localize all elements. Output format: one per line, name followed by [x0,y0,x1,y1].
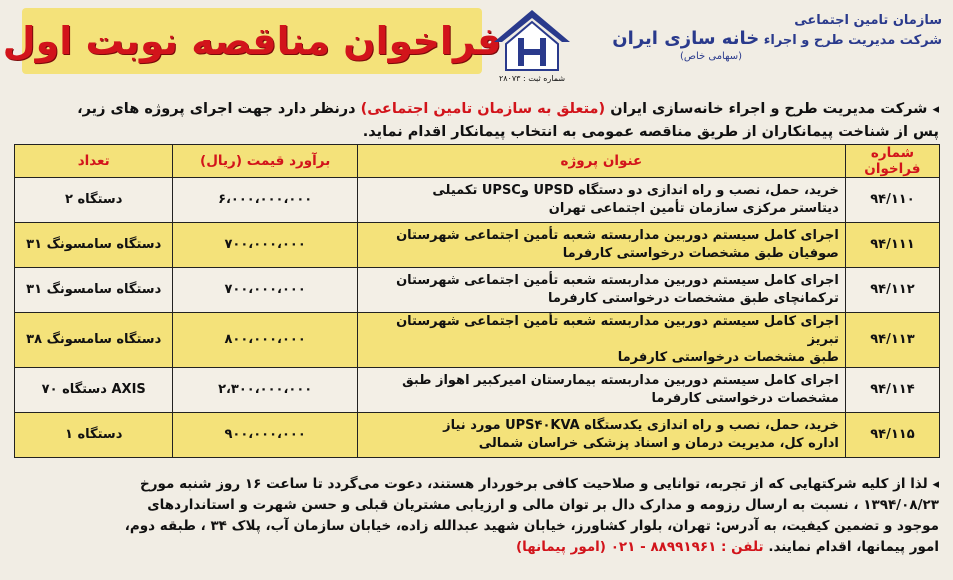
row-title-line: خرید، حمل، نصب و راه اندازی یکدستگاه UPS۴۰KVA مورد نیاز [443,418,839,433]
row-title [357,368,845,413]
company-logo [486,8,578,86]
footer-line-4 [14,537,939,558]
row-count: ۷۰ دستگاه AXIS [15,368,173,413]
row-number: ۹۴/۱۱۴ [845,368,939,413]
contact-phone: تلفن : ۸۸۹۹۱۹۶۱ - ۰۲۱ (امور پیمانها) [515,539,764,555]
org-parent: سازمان تامین اجتماعی [794,13,942,28]
table-header-row [15,145,940,178]
row-title-line: اجرای کامل سیستم دوربین مداربسته شعبه تأمین اجتماعی شهرستان تبریز [396,314,839,347]
row-title-line: اجرای کامل سیستم دوربین مداربسته شعبه تأمین اجتماعی شهرستان [396,273,839,288]
row-count: ۳۱ دستگاه سامسونگ [15,268,173,313]
intro-highlight: (متعلق به سازمان تامین اجتماعی) [360,101,606,117]
table-row [15,178,940,223]
row-title-line: اداره کل، مدیریت درمان و اسناد پزشکی خراسان شمالی [478,436,839,451]
org-note: (سهامی خاص) [679,51,742,62]
row-count: ۳۱ دستگاه سامسونگ [15,223,173,268]
intro-part-2: درنظر دارد جهت اجرای پروژه های زیر، [77,101,356,117]
row-title-line: ترکمانچای طبق مشخصات درخواستی کارفرما [548,291,839,306]
header [0,0,953,96]
row-number: ۹۴/۱۱۰ [845,178,939,223]
row-number: ۹۴/۱۱۱ [845,223,939,268]
table-row [15,268,940,313]
footer-line-2: ۱۳۹۴/۰۸/۲۳ ، نسبت به ارسال رزومه و مدارک دال بر توان مالی و ارزیابی مشتریان قبلی و حسن شهرت و استانداردهای [147,497,939,513]
row-price: ۷۰۰،۰۰۰،۰۰۰ [173,268,357,313]
header-title: عنوان پروژه [357,145,845,178]
footer-line-1-text: لذا از کلیه شرکتهایی که از تجربه، توانایی و صلاحیت کافی برخوردار هستند، دعوت می‌گردد تا ساعت ۱۶ روز شنبه مورخ [140,476,928,492]
house-logo-icon [492,8,572,74]
organization-block [590,12,942,90]
row-title-line: اجرای کامل سیستم دوربین مداربسته بیمارستان امیرکبیر اهواز طبق [402,373,839,388]
row-title-line: اجرای کامل سیستم دوربین مداربسته شعبه تأمین اجتماعی شهرستان [396,228,839,243]
bullet-icon: ◂ [932,102,939,117]
row-title-line: مشخصات درخواستی کارفرما [651,391,839,406]
org-brand: خانه سازی ایران [612,28,760,49]
row-title-line: دیتاستر مرکزی سازمان تأمین اجتماعی تهران [548,201,839,216]
table-row [15,223,940,268]
row-title-line: خرید، حمل، نصب و راه اندازی دو دستگاه UPSD وUPSC تکمیلی [432,183,839,198]
header-price: برآورد قیمت (ریال) [173,145,357,178]
org-name-prefix: شرکت مدیریت طرح و اجراء [763,33,942,48]
intro-part-1: شرکت مدیریت طرح و اجراء خانه‌سازی ایران [610,101,928,117]
row-count: ۱ دستگاه [15,413,173,458]
row-number: ۹۴/۱۱۲ [845,268,939,313]
row-title-line: طبق مشخصات درخواستی کارفرما [617,350,839,365]
row-title [357,178,845,223]
table-row [15,313,940,368]
row-price: ۸۰۰،۰۰۰،۰۰۰ [173,313,357,368]
table-row [15,368,940,413]
projects-table [14,144,940,458]
row-count: ۲ دستگاه [15,178,173,223]
row-count: ۳۸ دستگاه سامسونگ [15,313,173,368]
row-title [357,413,845,458]
row-price: ۷۰۰،۰۰۰،۰۰۰ [173,223,357,268]
table-row [15,413,940,458]
row-price: ۹۰۰،۰۰۰،۰۰۰ [173,413,357,458]
footer-text [14,474,939,558]
intro-line-1 [14,98,939,121]
row-title [357,223,845,268]
bullet-icon: ◂ [932,477,939,492]
intro-line-2: پس از شناخت پیمانکاران از طریق مناقصه عمومی به انتخاب پیمانکار اقدام نماید. [362,124,939,140]
row-title [357,268,845,313]
header-count: تعداد [15,145,173,178]
row-price: ۶،۰۰۰،۰۰۰،۰۰۰ [173,178,357,223]
row-title [357,313,845,368]
footer-line-3: موجود و تضمین کیفیت، به آدرس: تهران، بلوار کشاورز، خیابان شهید عبدالله زاده، خیابان سازمان آب، پلاک ۳۴ ، طبقه دوم، [124,518,939,534]
header-number: شماره فراخوان [845,145,939,178]
footer-line-4-text: امور پیمانها، اقدام نمایند. [768,539,939,555]
title-banner [2,8,502,74]
org-name [590,30,942,50]
registration-number: شماره ثبت : ۲۸۰۷۳ [498,74,566,83]
intro-text [14,98,939,143]
row-number: ۹۴/۱۱۵ [845,413,939,458]
footer-line-1 [14,474,939,495]
page-title: فراخوان مناقصه نوبت اول [2,19,502,63]
row-number: ۹۴/۱۱۳ [845,313,939,368]
row-price: ۲،۳۰۰،۰۰۰،۰۰۰ [173,368,357,413]
row-title-line: صوفیان طبق مشخصات درخواستی کارفرما [562,246,839,261]
